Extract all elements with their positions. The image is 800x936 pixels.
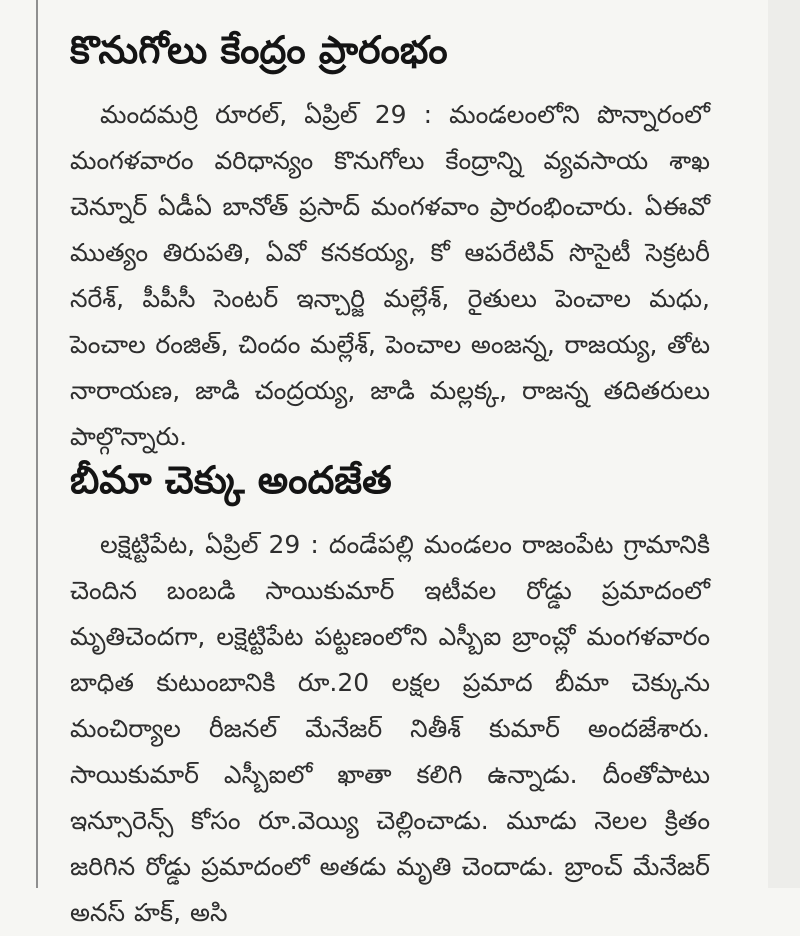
article-body: లక్షెట్టిపేట, ఏప్రిల్ 29 : దండేపల్లి మండలం రాజంపేట గ్రామానికి చెందిన బంబడి సాయికుమార్ ఇటీవల రోడ్డు ప్రమాదంలో మృతిచెందగా, లక్షెట్టిపేట పట్టణంలోని ఎస్బీఐ బ్రాంచ్లో మంగళవారం బాధిత కుటుంబానికి రూ.20 లక్షల ప్రమాద బీమా చెక్కును మంచిర్యాల రీజనల్ మేనేజర్ నితీశ్ కుమార్ అందజేశారు. సాయికుమార్ ఎస్బీఐలో ఖాతా కలిగి ఉన్నాడు. దీంతోపాటు ఇన్సూరెన్స్ కోసం రూ.వెయ్యి చెల్లించాడు. మూడు నెలల క్రితం జరిగిన రోడ్డు ప్రమాదంలో అతడు మృతి చెందాడు. బ్రాంచ్ మేనేజర్ అనస్ హక్, అసి — [70, 530, 710, 927]
article-procurement-center — [70, 22, 710, 460]
column-divider — [36, 0, 38, 888]
article-insurance-cheque — [70, 452, 710, 936]
page-edge — [768, 0, 800, 888]
article-body: మందమర్రి రూరల్, ఏప్రిల్ 29 : మండలంలోని పొన్నారంలో మంగళవారం వరిధాన్యం కొనుగోలు కేంద్రాన్ని వ్యవసాయ శాఖ చెన్నూర్ ఏడీఏ బానోత్ ప్రసాద్ మంగళవాం ప్రారంభించారు. ఏఈవో ముత్యం తిరుపతి, ఏవో కనకయ్య, కో ఆపరేటివ్ సొసైటీ సెక్రటరీ నరేశ్, పీపీసీ సెంటర్ ఇన్చార్జి మల్లేశ్, రైతులు పెంచాల మధు, పెంచాల రంజిత్, చిందం మల్లేశ్, పెంచాల అంజన్న, రాజయ్య, తోట నారాయణ, జాడి చంద్రయ్య, జాడి మల్లక్క, రాజన్న తదితరులు పాల్గొన్నారు. — [70, 100, 710, 451]
article-headline: కొనుగోలు కేంద్రం ప్రారంభం — [70, 28, 448, 72]
article-headline: బీమా చెక్కు అందజేత — [70, 458, 392, 502]
